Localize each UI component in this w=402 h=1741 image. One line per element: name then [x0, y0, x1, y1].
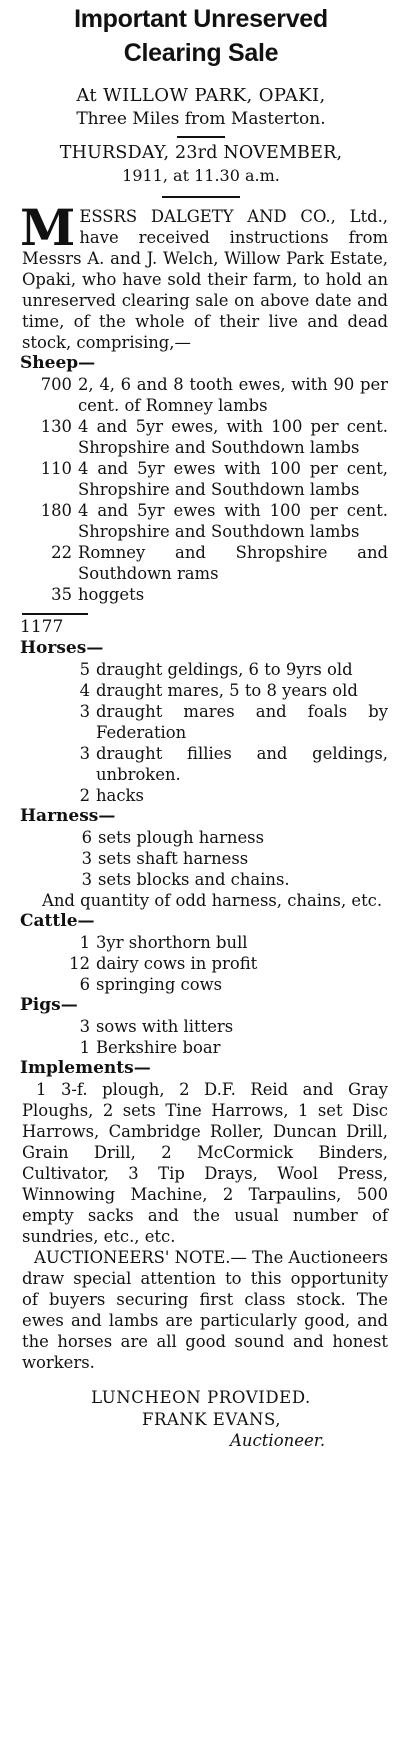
item-description: springing cows	[96, 975, 223, 994]
item-description: 2, 4, 6 and 8 tooth ewes, with 90 per cent. of Romney lambs	[78, 375, 388, 415]
list-item	[0, 743, 402, 785]
item-quantity: 2	[79, 786, 90, 805]
list-item	[0, 1016, 402, 1037]
item-quantity: 3	[79, 702, 90, 721]
item-description: draught geldings, 6 to 9yrs old	[96, 660, 353, 679]
item-description: sets shaft harness	[98, 849, 249, 868]
section-heading-horses: Horses—	[20, 638, 104, 658]
sheep-total: 1177	[20, 617, 64, 637]
section-heading-implements: Implements—	[20, 1058, 151, 1078]
headline	[0, 0, 402, 70]
item-description: dairy cows in profit	[96, 954, 258, 973]
location-line-2: Three Miles from Masterton.	[76, 109, 326, 129]
list-item	[0, 584, 402, 605]
pigs-list	[0, 1016, 402, 1058]
item-quantity: 3	[79, 744, 90, 763]
item-description: Romney and Shropshire and Southdown rams	[78, 543, 388, 583]
item-quantity: 1	[79, 1038, 90, 1057]
section-heading-sheep: Sheep—	[20, 353, 96, 373]
item-quantity: 180	[40, 501, 72, 520]
item-description: sows with litters	[96, 1017, 234, 1036]
list-item	[0, 974, 402, 995]
section-heading-pigs: Pigs—	[20, 995, 78, 1015]
item-description: sets blocks and chains.	[98, 870, 290, 889]
section-heading-cattle: Cattle—	[20, 911, 95, 931]
item-quantity: 700	[40, 375, 72, 394]
item-description: draught mares, 5 to 8 years old	[96, 681, 358, 700]
list-item	[0, 953, 402, 974]
list-item	[0, 701, 402, 743]
list-item	[0, 659, 402, 680]
list-item	[0, 680, 402, 701]
item-description: draught mares and foals by Federation	[96, 702, 388, 742]
item-description: 4 and 5yr ewes, with 100 per cent. Shropshire and Southdown lambs	[78, 417, 388, 457]
item-quantity: 3	[79, 1017, 90, 1036]
item-quantity: 22	[51, 543, 72, 562]
list-item	[0, 458, 402, 500]
section-heading-harness: Harness—	[20, 806, 116, 826]
item-quantity: 110	[40, 459, 72, 478]
item-description: hoggets	[78, 585, 145, 604]
item-quantity: 35	[51, 585, 72, 604]
list-item	[0, 869, 402, 890]
sheep-list	[0, 374, 402, 605]
item-description: 3yr shorthorn bull	[96, 933, 248, 952]
luncheon-notice: LUNCHEON PROVIDED.	[91, 1388, 311, 1407]
item-quantity: 3	[81, 870, 92, 889]
headline-line-1: Important Unreserved	[74, 5, 328, 33]
item-quantity: 130	[40, 417, 72, 436]
headline-line-2: Clearing Sale	[123, 39, 279, 67]
list-item	[0, 848, 402, 869]
auctioneers-note: AUCTIONEERS' NOTE.— The Auctioneers draw special attention to this opportunity of buyers securing first class stock. The ewes and lambs are particularly good, and the horses are all good sound and honest workers.	[22, 1248, 388, 1372]
item-quantity: 1	[79, 933, 90, 952]
drop-cap: M	[20, 198, 76, 257]
list-item	[0, 542, 402, 584]
auctioneer-name: FRANK EVANS,	[142, 1410, 281, 1429]
item-quantity: 6	[81, 828, 92, 847]
implements-paragraph: 1 3-f. plough, 2 D.F. Reid and Gray Ploughs, 2 sets Tine Harrows, 1 set Disc Harrows, Cambridge Roller, Duncan Drill, Grain Drill, 2 McCormick Binders, Cultivator, 3 Tip Drays, Wool Press, Winnowing Machine, 2 Tarpaulins, 500 empty sacks and the usual number of sundries, etc., etc.	[22, 1080, 388, 1246]
divider	[162, 196, 240, 198]
total-rule	[22, 613, 88, 615]
item-quantity: 5	[79, 660, 90, 679]
divider	[177, 136, 225, 138]
list-item	[0, 500, 402, 542]
list-item	[0, 932, 402, 953]
item-quantity: 4	[79, 681, 90, 700]
list-item	[0, 374, 402, 416]
intro-paragraph	[0, 198, 402, 353]
item-description: sets plough harness	[98, 828, 264, 847]
item-quantity: 3	[81, 849, 92, 868]
item-description: 4 and 5yr ewes with 100 per cent, Shropshire and Southdown lambs	[78, 459, 388, 499]
harness-list	[0, 827, 402, 890]
odd-harness-note: And quantity of odd harness, chains, etc.	[42, 891, 383, 910]
cattle-list	[0, 932, 402, 995]
item-quantity: 12	[69, 954, 90, 973]
item-description: Berkshire boar	[96, 1038, 221, 1057]
intro-text: ESSRS DALGETY AND CO., Ltd., have received instructions from Messrs A. and J. Welch, Willow Park Estate, Opaki, who have sold their farm, to hold an unreserved clearing sale on above date and time, of the whole of their live and dead stock, comprising,—	[22, 207, 388, 352]
location-line-1: At WILLOW PARK, OPAKI,	[76, 85, 326, 106]
auctioneer-role: Auctioneer.	[230, 1431, 326, 1450]
item-description: draught fillies and geldings, unbroken.	[96, 744, 388, 784]
list-item	[0, 416, 402, 458]
date-line-2: 1911, at 11.30 a.m.	[122, 166, 280, 185]
date-line-1: THURSDAY, 23rd NOVEMBER,	[59, 143, 343, 163]
horses-list	[0, 659, 402, 806]
item-quantity: 6	[79, 975, 90, 994]
item-description: hacks	[96, 786, 144, 805]
item-description: 4 and 5yr ewes with 100 per cent. Shropshire and Southdown lambs	[78, 501, 388, 541]
list-item	[0, 1037, 402, 1058]
list-item	[0, 827, 402, 848]
list-item	[0, 785, 402, 806]
